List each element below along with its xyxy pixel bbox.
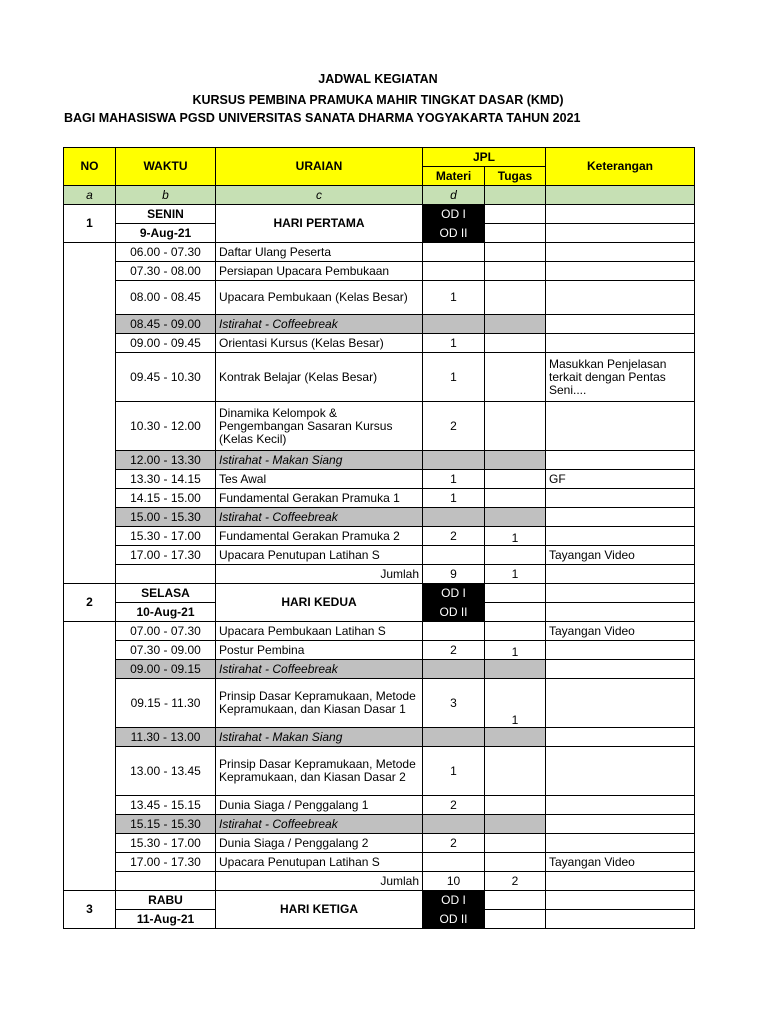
activity-description: Istirahat - Coffeebreak bbox=[216, 315, 423, 334]
empty-cell bbox=[546, 584, 695, 603]
activity-time: 09.15 - 11.30 bbox=[116, 679, 216, 728]
activity-row bbox=[64, 353, 695, 402]
activity-description: Istirahat - Coffeebreak bbox=[216, 815, 423, 834]
activity-row bbox=[64, 622, 695, 641]
activity-keterangan: Tayangan Video bbox=[546, 622, 695, 641]
empty-cell bbox=[485, 910, 546, 929]
col-letter-a: a bbox=[64, 186, 116, 205]
activity-description: Istirahat - Coffeebreak bbox=[216, 660, 423, 679]
header-no: NO bbox=[64, 148, 116, 186]
activity-row bbox=[64, 470, 695, 489]
activity-description: Orientasi Kursus (Kelas Besar) bbox=[216, 334, 423, 353]
activity-materi bbox=[423, 451, 485, 470]
activity-description: Daftar Ulang Peserta bbox=[216, 243, 423, 262]
day-number-spacer bbox=[64, 622, 116, 891]
activity-time: 06.00 - 07.30 bbox=[116, 243, 216, 262]
activity-description: Upacara Penutupan Latihan S bbox=[216, 546, 423, 565]
header-uraian: URAIAN bbox=[216, 148, 423, 186]
activity-description: Prinsip Dasar Kepramukaan, Metode Kepramukaan, dan Kiasan Dasar 1 bbox=[216, 679, 423, 728]
activity-description: Prinsip Dasar Kepramukaan, Metode Kepramukaan, dan Kiasan Dasar 2 bbox=[216, 747, 423, 796]
activity-keterangan bbox=[546, 402, 695, 451]
activity-keterangan bbox=[546, 281, 695, 315]
activity-tugas bbox=[485, 315, 546, 334]
activity-tugas bbox=[485, 243, 546, 262]
activity-description: Tes Awal bbox=[216, 470, 423, 489]
activity-keterangan bbox=[546, 660, 695, 679]
activity-materi: 2 bbox=[423, 402, 485, 451]
header-materi: Materi bbox=[423, 167, 485, 186]
empty-cell bbox=[485, 205, 546, 224]
empty-cell bbox=[485, 891, 546, 910]
activity-row bbox=[64, 243, 695, 262]
day-number: 3 bbox=[64, 891, 116, 929]
activity-tugas bbox=[485, 281, 546, 315]
empty-cell bbox=[116, 872, 216, 891]
activity-tugas bbox=[485, 489, 546, 508]
activity-tugas bbox=[485, 747, 546, 796]
jumlah-label: Jumlah bbox=[216, 872, 423, 891]
activity-keterangan bbox=[546, 641, 695, 660]
empty-cell bbox=[546, 603, 695, 622]
activity-keterangan bbox=[546, 796, 695, 815]
activity-time: 13.45 - 15.15 bbox=[116, 796, 216, 815]
activity-materi bbox=[423, 660, 485, 679]
activity-keterangan: Tayangan Video bbox=[546, 853, 695, 872]
break-row bbox=[64, 728, 695, 747]
od-2-badge: OD II bbox=[423, 910, 485, 929]
activity-time: 08.00 - 08.45 bbox=[116, 281, 216, 315]
od-2-badge: OD II bbox=[423, 224, 485, 243]
col-letter-f bbox=[546, 186, 695, 205]
jumlah-label: Jumlah bbox=[216, 565, 423, 584]
break-row bbox=[64, 815, 695, 834]
activity-keterangan bbox=[546, 451, 695, 470]
activity-materi: 2 bbox=[423, 641, 485, 660]
od-1-badge: OD I bbox=[423, 584, 485, 603]
jumlah-row bbox=[64, 565, 695, 584]
activity-tugas bbox=[485, 451, 546, 470]
activity-row bbox=[64, 334, 695, 353]
activity-description: Fundamental Gerakan Pramuka 1 bbox=[216, 489, 423, 508]
title-line-2: KURSUS PEMBINA PRAMUKA MAHIR TINGKAT DASAR (KMD) bbox=[192, 93, 564, 107]
activity-materi bbox=[423, 243, 485, 262]
activity-tugas bbox=[485, 546, 546, 565]
activity-row bbox=[64, 527, 695, 546]
empty-cell bbox=[116, 565, 216, 584]
activity-keterangan bbox=[546, 262, 695, 281]
activity-tugas bbox=[485, 660, 546, 679]
activity-row bbox=[64, 679, 695, 728]
activity-row bbox=[64, 853, 695, 872]
day-number: 2 bbox=[64, 584, 116, 622]
activity-keterangan bbox=[546, 508, 695, 527]
day-name: RABU bbox=[116, 891, 216, 910]
od-1-badge: OD I bbox=[423, 891, 485, 910]
activity-materi: 2 bbox=[423, 527, 485, 546]
day-label: HARI KEDUA bbox=[216, 584, 423, 622]
col-letter-c: c bbox=[216, 186, 423, 205]
day-name: SENIN bbox=[116, 205, 216, 224]
activity-row bbox=[64, 796, 695, 815]
day-number: 1 bbox=[64, 205, 116, 243]
activity-materi bbox=[423, 622, 485, 641]
activity-row bbox=[64, 262, 695, 281]
activity-row bbox=[64, 641, 695, 660]
activity-description: Upacara Pembukaan Latihan S bbox=[216, 622, 423, 641]
activity-description: Dinamika Kelompok & Pengembangan Sasaran Kursus (Kelas Kecil) bbox=[216, 402, 423, 451]
activity-tugas bbox=[485, 728, 546, 747]
activity-materi bbox=[423, 508, 485, 527]
activity-time: 07.00 - 07.30 bbox=[116, 622, 216, 641]
activity-keterangan bbox=[546, 747, 695, 796]
activity-time: 12.00 - 13.30 bbox=[116, 451, 216, 470]
day-number-spacer bbox=[64, 243, 116, 584]
activity-row bbox=[64, 546, 695, 565]
activity-tugas bbox=[485, 622, 546, 641]
day-header-row bbox=[64, 205, 695, 224]
activity-time: 07.30 - 08.00 bbox=[116, 262, 216, 281]
activity-tugas bbox=[485, 508, 546, 527]
day-name: SELASA bbox=[116, 584, 216, 603]
activity-row bbox=[64, 747, 695, 796]
activity-description: Istirahat - Coffeebreak bbox=[216, 508, 423, 527]
activity-keterangan bbox=[546, 489, 695, 508]
activity-keterangan bbox=[546, 815, 695, 834]
activity-time: 14.15 - 15.00 bbox=[116, 489, 216, 508]
activity-time: 08.45 - 09.00 bbox=[116, 315, 216, 334]
activity-time: 09.00 - 09.45 bbox=[116, 334, 216, 353]
empty-cell bbox=[546, 205, 695, 224]
activity-row bbox=[64, 281, 695, 315]
day-label: HARI PERTAMA bbox=[216, 205, 423, 243]
activity-row bbox=[64, 489, 695, 508]
activity-description: Persiapan Upacara Pembukaan bbox=[216, 262, 423, 281]
header-jpl: JPL bbox=[423, 148, 546, 167]
activity-keterangan bbox=[546, 728, 695, 747]
activity-description: Postur Pembina bbox=[216, 641, 423, 660]
activity-materi: 1 bbox=[423, 470, 485, 489]
jumlah-tugas: 2 bbox=[485, 872, 546, 891]
day-header-row bbox=[64, 891, 695, 910]
activity-materi bbox=[423, 315, 485, 334]
day-date: 11-Aug-21 bbox=[116, 910, 216, 929]
activity-keterangan bbox=[546, 334, 695, 353]
activity-time: 07.30 - 09.00 bbox=[116, 641, 216, 660]
activity-description: Istirahat - Makan Siang bbox=[216, 451, 423, 470]
activity-time: 15.30 - 17.00 bbox=[116, 527, 216, 546]
day-date: 10-Aug-21 bbox=[116, 603, 216, 622]
activity-tugas bbox=[485, 815, 546, 834]
column-letter-row bbox=[64, 186, 695, 205]
day-header-row bbox=[64, 584, 695, 603]
activity-tugas: 1 bbox=[485, 641, 546, 660]
activity-tugas bbox=[485, 334, 546, 353]
break-row bbox=[64, 451, 695, 470]
activity-description: Kontrak Belajar (Kelas Besar) bbox=[216, 353, 423, 402]
empty-cell bbox=[485, 224, 546, 243]
activity-row bbox=[64, 402, 695, 451]
day-label: HARI KETIGA bbox=[216, 891, 423, 929]
break-row bbox=[64, 315, 695, 334]
day-date: 9-Aug-21 bbox=[116, 224, 216, 243]
activity-materi bbox=[423, 262, 485, 281]
break-row bbox=[64, 660, 695, 679]
activity-time: 13.00 - 13.45 bbox=[116, 747, 216, 796]
activity-keterangan: Masukkan Penjelasan terkait dengan Pentas Seni.... bbox=[546, 353, 695, 402]
activity-description: Dunia Siaga / Penggalang 2 bbox=[216, 834, 423, 853]
activity-tugas bbox=[485, 402, 546, 451]
activity-materi: 1 bbox=[423, 334, 485, 353]
activity-materi bbox=[423, 815, 485, 834]
activity-tugas: 1 bbox=[485, 527, 546, 546]
activity-materi: 1 bbox=[423, 353, 485, 402]
activity-description: Istirahat - Makan Siang bbox=[216, 728, 423, 747]
header-tugas: Tugas bbox=[485, 167, 546, 186]
activity-description: Upacara Penutupan Latihan S bbox=[216, 853, 423, 872]
activity-keterangan: GF bbox=[546, 470, 695, 489]
activity-description: Dunia Siaga / Penggalang 1 bbox=[216, 796, 423, 815]
activity-description: Upacara Pembukaan (Kelas Besar) bbox=[216, 281, 423, 315]
jumlah-row bbox=[64, 872, 695, 891]
activity-tugas bbox=[485, 834, 546, 853]
activity-materi bbox=[423, 728, 485, 747]
activity-materi: 2 bbox=[423, 796, 485, 815]
activity-time: 17.00 - 17.30 bbox=[116, 853, 216, 872]
break-row bbox=[64, 508, 695, 527]
activity-materi: 3 bbox=[423, 679, 485, 728]
empty-cell bbox=[546, 872, 695, 891]
activity-materi bbox=[423, 546, 485, 565]
schedule-table bbox=[63, 147, 695, 929]
empty-cell bbox=[546, 224, 695, 243]
header-row bbox=[64, 148, 695, 167]
activity-keterangan bbox=[546, 527, 695, 546]
col-letter-e bbox=[485, 186, 546, 205]
od-2-badge: OD II bbox=[423, 603, 485, 622]
activity-time: 10.30 - 12.00 bbox=[116, 402, 216, 451]
empty-cell bbox=[485, 603, 546, 622]
jumlah-tugas: 1 bbox=[485, 565, 546, 584]
activity-time: 09.45 - 10.30 bbox=[116, 353, 216, 402]
activity-materi: 2 bbox=[423, 834, 485, 853]
activity-time: 17.00 - 17.30 bbox=[116, 546, 216, 565]
empty-cell bbox=[485, 584, 546, 603]
activity-tugas bbox=[485, 796, 546, 815]
activity-row bbox=[64, 834, 695, 853]
activity-time: 15.30 - 17.00 bbox=[116, 834, 216, 853]
header-waktu: WAKTU bbox=[116, 148, 216, 186]
activity-tugas bbox=[485, 353, 546, 402]
activity-tugas: 1 bbox=[485, 679, 546, 728]
activity-keterangan bbox=[546, 834, 695, 853]
activity-time: 15.00 - 15.30 bbox=[116, 508, 216, 527]
activity-description: Fundamental Gerakan Pramuka 2 bbox=[216, 527, 423, 546]
activity-materi: 1 bbox=[423, 281, 485, 315]
activity-materi bbox=[423, 853, 485, 872]
title-line-1: JADWAL KEGIATAN bbox=[318, 72, 438, 86]
col-letter-b: b bbox=[116, 186, 216, 205]
jumlah-materi: 9 bbox=[423, 565, 485, 584]
activity-keterangan bbox=[546, 679, 695, 728]
header-keterangan: Keterangan bbox=[546, 148, 695, 186]
activity-tugas bbox=[485, 262, 546, 281]
activity-time: 13.30 - 14.15 bbox=[116, 470, 216, 489]
activity-materi: 1 bbox=[423, 489, 485, 508]
empty-cell bbox=[546, 910, 695, 929]
empty-cell bbox=[546, 891, 695, 910]
activity-keterangan bbox=[546, 243, 695, 262]
activity-materi: 1 bbox=[423, 747, 485, 796]
activity-time: 09.00 - 09.15 bbox=[116, 660, 216, 679]
activity-time: 11.30 - 13.00 bbox=[116, 728, 216, 747]
activity-tugas bbox=[485, 470, 546, 489]
activity-tugas bbox=[485, 853, 546, 872]
jumlah-materi: 10 bbox=[423, 872, 485, 891]
activity-keterangan bbox=[546, 315, 695, 334]
od-1-badge: OD I bbox=[423, 205, 485, 224]
title-line-3: BAGI MAHASISWA PGSD UNIVERSITAS SANATA DHARMA YOGYAKARTA TAHUN 2021 bbox=[64, 111, 581, 125]
activity-time: 15.15 - 15.30 bbox=[116, 815, 216, 834]
empty-cell bbox=[546, 565, 695, 584]
col-letter-d: d bbox=[423, 186, 485, 205]
activity-keterangan: Tayangan Video bbox=[546, 546, 695, 565]
